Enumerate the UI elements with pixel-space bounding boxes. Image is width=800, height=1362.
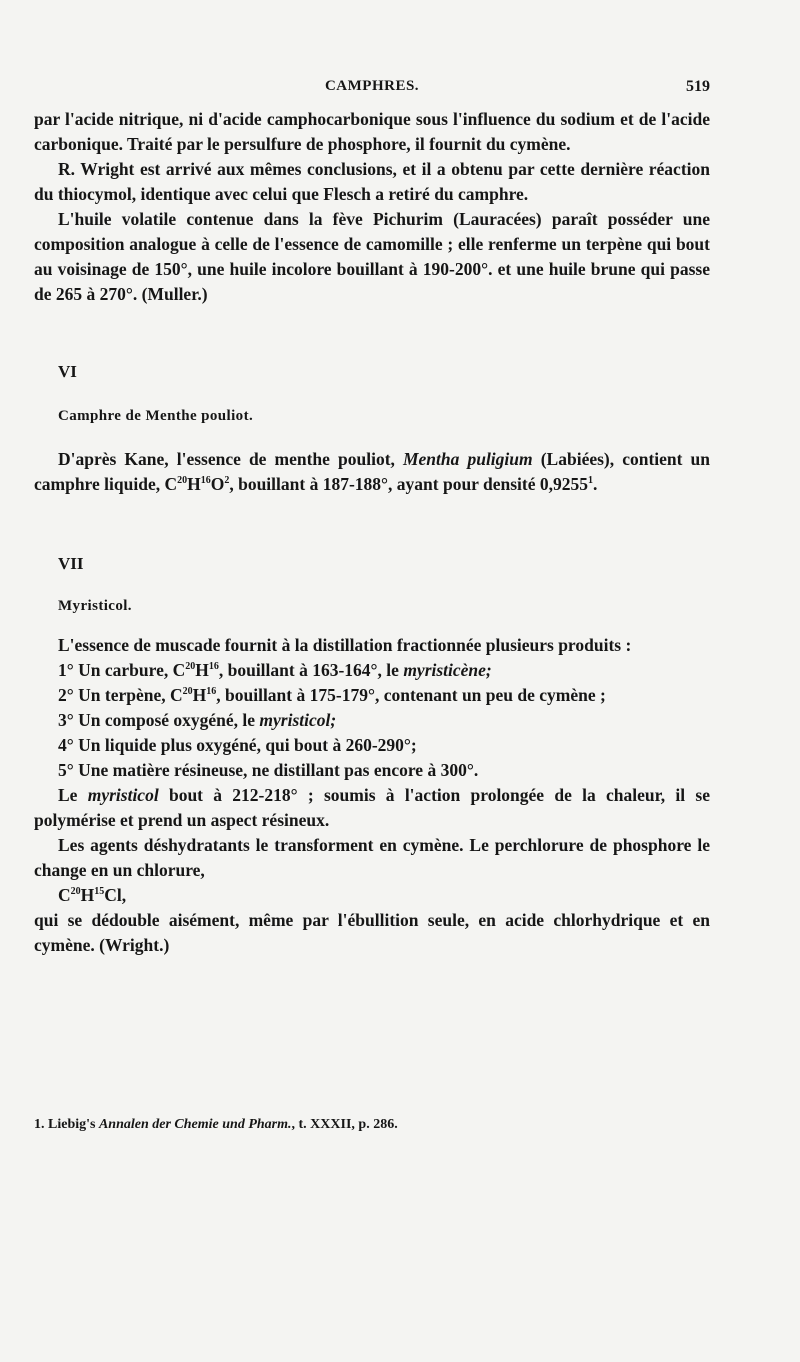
formula-part: H xyxy=(192,685,207,705)
formula-part: O xyxy=(210,474,225,494)
paragraph-kane xyxy=(34,447,710,497)
formula-subscript: 16 xyxy=(206,686,217,698)
formula-subscript: 20 xyxy=(182,686,193,698)
list-item-text: 4° Un liquide plus oxygéné, qui bout à 260-290°; xyxy=(58,735,417,755)
formula-part: Cl, xyxy=(104,885,127,905)
list-item-text: 5° Une matière résineuse, ne distillant pas encore à 300°. xyxy=(58,760,479,780)
list-item xyxy=(34,758,710,783)
paragraph-myristicol xyxy=(34,783,710,833)
paragraph-continuation: par l'acide nitrique, ni d'acide camphocarbonique sous l'influence du sodium et de l'acide carbonique. Traité par le persulfure de phosphore, il fournit du cymène. xyxy=(34,109,710,154)
text-span: bout à 212-218° ; soumis à l'action prolongée de la chaleur, il se polymérise et prend un aspect résineux. xyxy=(34,785,710,830)
product-list xyxy=(34,658,710,783)
paragraph-wright: R. Wright est arrivé aux mêmes conclusions, et il a obtenu par cette dernière réaction du thiocymol, identique avec celui que Flesch a retiré du camphre. xyxy=(34,159,710,204)
page-number: 519 xyxy=(686,78,710,95)
formula-subscript: 16 xyxy=(200,475,211,487)
list-item-text: 3° Un composé oxygéné, le xyxy=(58,710,260,730)
list-item-text: , bouillant à 175-179°, contenant un peu de cymène ; xyxy=(216,685,606,705)
formula-subscript: 20 xyxy=(177,475,188,487)
formula-part: C xyxy=(58,885,71,905)
list-item-text: 2° Un terpène, C xyxy=(58,685,183,705)
formula-subscript: 20 xyxy=(70,886,81,898)
text-span: Le xyxy=(58,785,88,805)
kane-text-1: D'après Kane, l'essence de menthe pouliot, xyxy=(58,449,403,469)
list-item xyxy=(34,658,710,683)
formula-subscript: 15 xyxy=(94,886,105,898)
list-item-text: 1° Un carbure, C xyxy=(58,660,186,680)
footnote-text: Liebig's xyxy=(44,1117,99,1132)
section-number-vi: VI xyxy=(58,362,77,381)
formula-part: H xyxy=(80,885,95,905)
section-number-vii: VII xyxy=(58,554,84,573)
list-item xyxy=(34,683,710,708)
chemical-formula xyxy=(34,883,710,908)
paragraph-final: qui se dédouble aisément, même par l'ébullition seule, en acide chlorhydrique et en cymène. (Wright.) xyxy=(34,910,710,955)
footnote xyxy=(34,1117,710,1133)
section-title-vii: Myristicol. xyxy=(58,598,132,614)
running-title: CAMPHRES. xyxy=(324,78,420,94)
list-item xyxy=(34,708,710,733)
kane-text-3: , bouillant à 187-188°, ayant pour densité 0,9255 xyxy=(229,474,589,494)
footnote-number: 1. xyxy=(34,1117,45,1132)
kane-period: . xyxy=(593,474,598,494)
kane-text-2: (Labiées), contient un camphre liquide, C xyxy=(34,449,710,494)
paragraph-muscade: L'essence de muscade fournit à la distillation fractionnée plusieurs produits : xyxy=(58,635,632,655)
paragraph-agents: Les agents déshydratants le transforment en cymène. Le perchlorure de phosphore le change en un chlorure, xyxy=(34,835,710,880)
main-text xyxy=(34,107,710,958)
italic-term: myristicol xyxy=(87,785,159,805)
formula-part: H xyxy=(187,474,201,494)
footnote-reference: 1 xyxy=(588,475,594,487)
section-title-vi: Camphre de Menthe pouliot. xyxy=(58,408,254,424)
formula-subscript: 2 xyxy=(224,475,230,487)
list-item-text: , bouillant à 163-164°, le xyxy=(218,660,404,680)
list-item xyxy=(34,733,710,758)
list-item-italic: myristicène; xyxy=(403,660,492,680)
footnote-journal: Annalen der Chemie und Pharm. xyxy=(98,1117,292,1132)
species-name: Mentha puligium xyxy=(402,449,533,469)
page-header xyxy=(34,78,710,104)
footnote-text: , t. XXXII, p. 286. xyxy=(291,1117,398,1132)
formula-subscript: 16 xyxy=(208,661,219,673)
formula-part: H xyxy=(195,660,209,680)
paragraph-pichurim: L'huile volatile contenue dans la fève Pichurim (Lauracées) paraît posséder une composition analogue à celle de l'essence de camomille ; elle renferme un terpène qui bout au voisinage de 150°, une huile incolore bouillant à 190-200°. et une huile brune qui passe de 265 à 270°. (Muller.) xyxy=(34,209,710,304)
list-item-italic: myristicol; xyxy=(259,710,337,730)
formula-subscript: 20 xyxy=(185,661,196,673)
